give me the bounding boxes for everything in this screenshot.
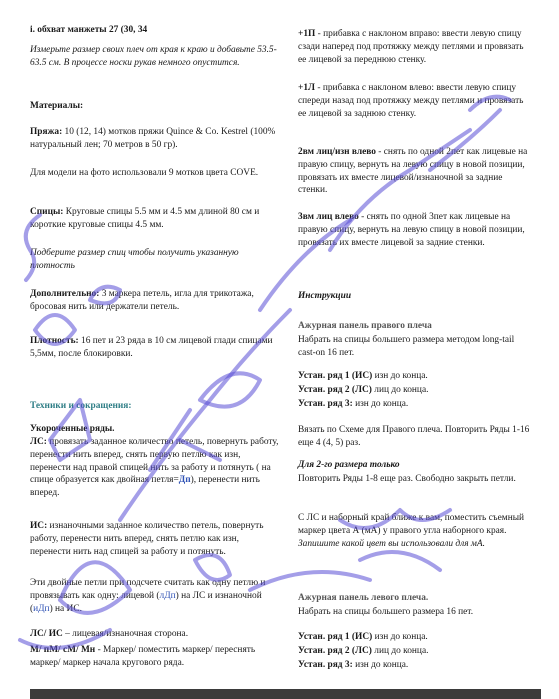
- gauge-note: Подберите размер спиц чтобы получить указанную плотность: [30, 248, 239, 271]
- sides-paragraph: ЛС/ ИС – лицевая/изнаночная сторона.: [30, 629, 189, 639]
- size2-heading: Для 2-го размера только: [298, 460, 400, 470]
- bottom-page-edge: [30, 689, 541, 699]
- extra-paragraph: Дополнительно: 3 маркера петель, игла для трикотажа, бросовая нить или держатели петель.: [30, 289, 254, 312]
- right-row-1: Устан. ряд 1 (ИС) изн до конца.: [298, 371, 428, 381]
- short-rows-heading: Укороченные ряды.: [30, 424, 115, 434]
- cuff-line: i. обхват манжеты 27 (30, 34: [30, 25, 148, 35]
- chart-paragraph: Вязать по Схеме для Правого плеча. Повторить Ряды 1-16 еще 4 (4, 5) раз.: [298, 425, 530, 448]
- materials-heading: Материалы:: [30, 101, 84, 111]
- right-panel-heading: Ажурная панель правого плеча: [298, 321, 432, 331]
- left-row-1: Устан. ряд 1 (ИС) изн до конца.: [298, 632, 428, 642]
- double-loop-paragraph: Эти двойные петли при подсчете считать как одну петлю и провязывать как одну: лицевой (лДп) на ЛС и изнаночной (иДп) на ИС.: [30, 578, 266, 614]
- k2tog-paragraph: 2вм лиц/изн влево - снять по одной 2пет как лицевые на правую спицу, вернуть на левую спицу в новой позиции, провязать их вместе лицевой/изнаночной за задние стенки.: [298, 147, 528, 196]
- right-panel-text: Набрать на спицы большего размера методом long-tail cast-on 16 пет.: [298, 335, 515, 358]
- model-paragraph: Для модели на фото использовали 9 мотков цвета COVE.: [30, 168, 259, 178]
- needles-paragraph: Спицы: Круговые спицы 5.5 мм и 4.5 мм длиной 80 см и короткие круговые спицы 4.5 мм.: [30, 207, 260, 230]
- size2-text: Повторить Ряды 1-8 еще раз. Свободно закрыть петли.: [298, 474, 516, 484]
- ls-paragraph: ЛС: провязать заданное количество петель, повернуть работу, перенести нить вперед, снять первую петлю как изн, перенести над правой спицей нить за работу и потянуть ( на спице образуется как двойная петля=Дп), перенести нить вперед.: [30, 437, 279, 499]
- is-paragraph: ИС: изнаночными заданное количество петель, повернуть работу, перенести нить вперед, снять петлю как изн, перенести нить над спицей за работу и потянуть.: [30, 521, 264, 557]
- yarn-paragraph: Пряжа: 10 (12, 14) мотков пряжи Quince & Co. Kestrel (100% натуральный лен; 70 метров в 50 гр).: [30, 127, 276, 150]
- k3tog-paragraph: 3вм лиц влево - снять по одной 3пет как лицевые на правую спицу, вернуть на левую спицу в новой позиции, провязать их вместе лицевой за задние стенки.: [298, 212, 525, 248]
- m1l-paragraph: +1Л - прибавка с наклоном влево: ввести левую спицу спереди назад под протяжку между петлями и провязать ее лицевой за заднюю стенку.: [298, 83, 524, 119]
- measure-note: Измерьте размер своих плеч от края к краю и добавьте 53.5-63.5 см. В процессе носки рукав немного опустится.: [30, 45, 277, 68]
- right-row-3: Устан. ряд 3: изн до конца.: [298, 399, 409, 409]
- marker-paragraph: С ЛС и наборный край ближе к вам, поместить съемный маркер цвета А (мА) у правого угла наборного края. Запишите какой цвет вы использовали для мА.: [298, 513, 525, 549]
- left-panel-heading: Ажурная панель левого плеча.: [298, 593, 429, 603]
- left-panel-text: Набрать на спицы большего размера 16 пет.: [298, 607, 474, 617]
- techniques-heading: Техники и сокращения:: [30, 401, 132, 411]
- density-paragraph: Плотность: 16 пет и 23 ряда в 10 см лицевой глади спицами 5,5мм, после блокировки.: [30, 336, 273, 359]
- left-row-3: Устан. ряд 3: изн до конца.: [298, 660, 409, 670]
- m1r-paragraph: +1П - прибавка с наклоном вправо: ввести левую спицу сзади наперед под протяжку между петлями и провязать ее лицевой за переднюю стенку.: [298, 29, 524, 65]
- instructions-heading: Инструкции: [298, 291, 352, 301]
- right-row-2: Устан. ряд 2 (ЛС) лиц до конца.: [298, 385, 429, 395]
- left-row-2: Устан. ряд 2 (ЛС) лиц до конца.: [298, 646, 429, 656]
- markers-paragraph: М/ пМ/ сМ/ Мн - Маркер/ поместить маркер/ переснять маркер/ маркер начала кругового ряда.: [30, 645, 256, 668]
